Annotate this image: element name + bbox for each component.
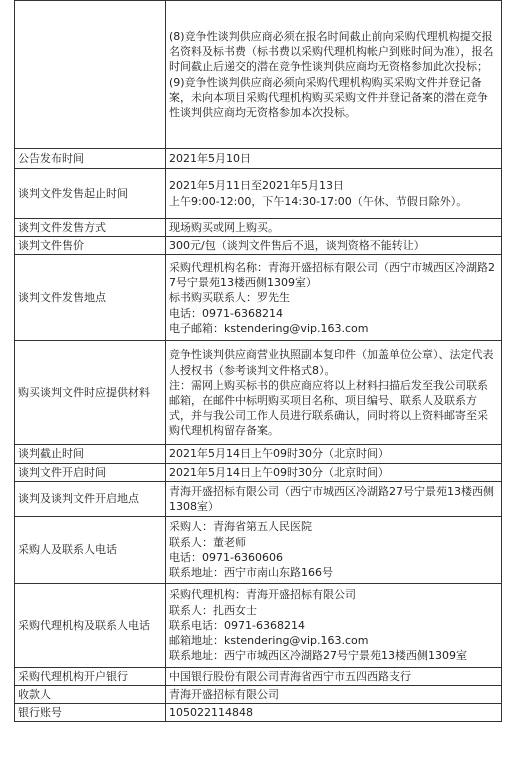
row-sale-period: [15, 169, 502, 219]
field-label: 采购代理机构及联系人电话: [15, 583, 166, 667]
field-label: 谈判文件开启时间: [15, 463, 166, 481]
row-bid-requirements: [15, 1, 502, 149]
field-value: [166, 341, 502, 445]
value-line: 现场购买或网上购买。: [169, 221, 279, 234]
field-value: [166, 169, 502, 219]
value-line: 2021年5月14日上午09时30分（北京时间）: [169, 465, 389, 479]
field-label: 谈判截止时间: [15, 445, 166, 463]
value-line: 上午9:00-12:00，下午14:30-17:00（午休、节假日除外）。: [169, 194, 468, 208]
value-line: 联系地址：西宁市南山东路166号: [169, 566, 333, 580]
value-line: 电话：0971-6360606: [169, 550, 283, 564]
value-line: 105022114848: [169, 706, 253, 720]
row-agency-bank: [15, 667, 502, 685]
value-line: 电子邮箱：kstendering@vip.163.com: [169, 321, 369, 335]
field-value: [166, 481, 502, 516]
field-label: 采购代理机构开户银行: [15, 667, 166, 685]
field-label: 谈判文件发售地点: [15, 255, 166, 341]
value-line: 注：需网上购买标书的供应商应将以上材料扫描后发至我公司联系邮箱，在邮件中标明购买项目名称、项目编号、联系人及联系方式，并与我公司工作人员进行联系确认，同时将以上资料邮寄至采购代理机构留存备案。: [169, 378, 488, 438]
field-value: [166, 149, 502, 169]
value-line: 电话：0971-6368214: [169, 306, 283, 320]
field-label: 公告发布时间: [15, 149, 166, 169]
value-line: 采购人：青海省第五人民医院: [169, 520, 312, 534]
row-document-price: [15, 237, 502, 255]
value-line: (8)竞争性谈判供应商必须在报名时间截止前向采购代理机构提交报名资料及标书费（标书费以采购代理机构帐户到账时间为准），报名时间截止后递交的潜在竞争性谈判供应商均无资格参加此次投标；: [169, 29, 494, 74]
field-value: [166, 463, 502, 481]
field-label: 谈判文件发售起止时间: [15, 169, 166, 219]
row-account-number: [15, 704, 502, 722]
value-line: 联系地址：西宁市城西区冷湖路27号宁景苑13楼西侧1309室: [169, 649, 467, 663]
value-line: 联系人：董老师: [169, 535, 246, 549]
value-line: 2021年5月10日: [169, 151, 251, 165]
row-agency-contact: [15, 583, 502, 667]
field-label: [15, 1, 166, 149]
field-value: [166, 255, 502, 341]
value-line: 青海开盛招标有限公司（西宁市城西区冷湖路27号宁景苑13楼西侧1308室）: [169, 484, 494, 513]
row-payee: [15, 686, 502, 704]
value-line: 联系人：扎西女士: [169, 603, 257, 617]
field-value: [166, 686, 502, 704]
value-line: 300元/包（谈判文件售后不退，谈判资格不能转让）: [169, 239, 425, 253]
field-label: 银行账号: [15, 704, 166, 722]
field-label: 谈判文件发售方式: [15, 219, 166, 237]
field-label: 谈判文件售价: [15, 237, 166, 255]
value-line: (9)竞争性谈判供应商必须向采购代理机构购买采购文件并登记备案，未向本项目采购代理机构购买采购文件并登记备案的潜在竞争性谈判供应商均无资格参加本次投标。: [169, 75, 488, 119]
row-required-materials: [15, 341, 502, 445]
field-label: 购买谈判文件时应提供材料: [15, 341, 166, 445]
field-value: [166, 445, 502, 463]
value-line: 中国银行股份有限公司青海省西宁市五四西路支行: [169, 669, 411, 683]
field-label: 谈判及谈判文件开启地点: [15, 481, 166, 516]
row-opening-location: [15, 481, 502, 516]
row-announcement-date: [15, 149, 502, 169]
row-bid-deadline: [15, 445, 502, 463]
value-line: 采购代理机构：青海开盛招标有限公司: [169, 588, 356, 602]
field-label: 采购人及联系人电话: [15, 516, 166, 583]
field-value: [166, 704, 502, 722]
value-line: 青海开盛招标有限公司: [169, 688, 279, 702]
value-line: 标书购买联系人：罗先生: [169, 291, 290, 305]
field-label: 收款人: [15, 686, 166, 704]
value-line: 联系电话：0971-6368214: [169, 618, 305, 632]
row-purchaser-contact: [15, 516, 502, 583]
field-value: [166, 516, 502, 583]
row-opening-time: [15, 463, 502, 481]
field-value: [166, 667, 502, 685]
row-sale-method: [15, 219, 502, 237]
field-value: [166, 1, 502, 149]
value-line: 邮箱地址：kstendering@vip.163.com: [169, 633, 369, 647]
announcement-table: [14, 0, 502, 722]
field-value: [166, 219, 502, 237]
value-line: 采购代理机构名称：青海开盛招标有限公司（西宁市城西区冷湖路27号宁景苑13楼西侧1309室）: [169, 260, 495, 290]
value-line: 竞争性谈判供应商营业执照副本复印件（加盖单位公章）、法定代表人授权书（参考谈判文件格式8）。: [169, 348, 494, 377]
value-line: 2021年5月11日至2021年5月13日: [169, 179, 344, 193]
field-value: [166, 237, 502, 255]
row-sale-location: [15, 255, 502, 341]
field-value: [166, 583, 502, 667]
value-line: 2021年5月14日上午09时30分（北京时间）: [169, 447, 389, 461]
